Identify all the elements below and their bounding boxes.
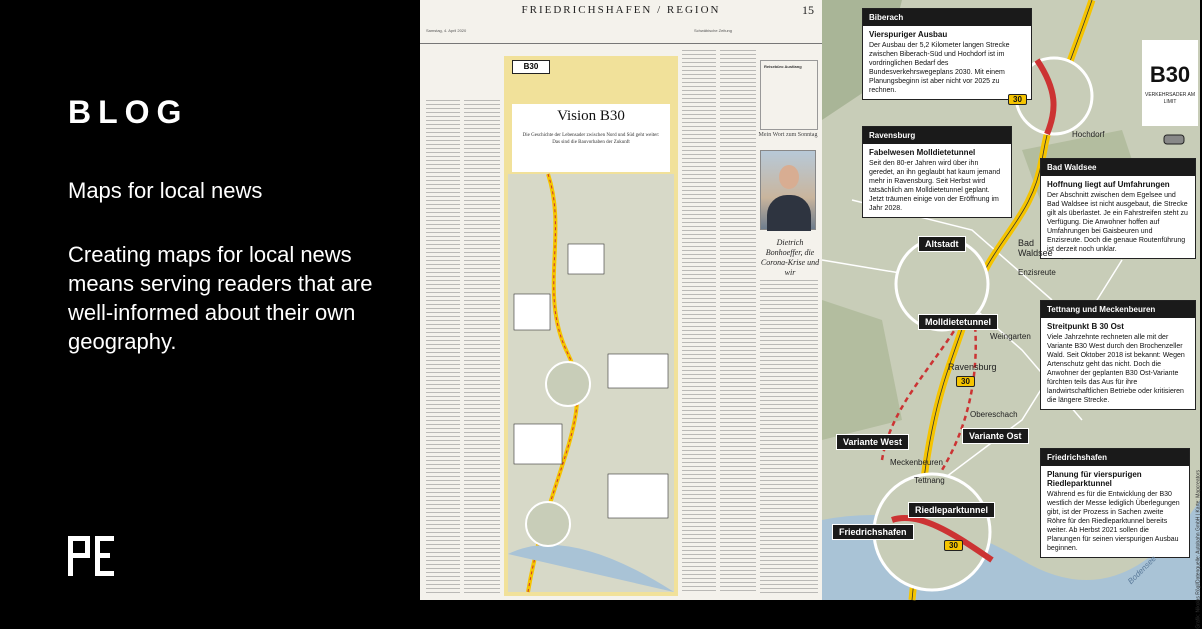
advertisement-box — [760, 60, 818, 130]
town-hochdorf: Hochdorf — [1072, 130, 1105, 139]
portrait-body — [767, 195, 811, 231]
ad-title: Reisebüro Austlang — [764, 64, 802, 69]
b30-logo — [1142, 40, 1198, 126]
blog-description: Creating maps for local news means serving readers that are well-informed about their own geography. — [68, 242, 373, 354]
b30-logo-title: B30 — [1149, 62, 1191, 87]
brand-logo-icon — [68, 536, 114, 576]
friedrichshafen-info-box — [1040, 448, 1190, 558]
biberach-info-box — [862, 8, 1032, 100]
article-title: Vision B30 — [557, 108, 625, 124]
biberach-heading: Biberach — [863, 9, 1031, 26]
friedrichshafen-text: Während es für die Entwicklung der B30 westlich der Messe lediglich Überlegungen gibt, ist der Prozess in Sachen zweite Röhre für den Riedleparktunnel bereits weiter. Ab Herbst 2021 sollen die Planungen für seinen vierspurigen Ausbau beginnen. — [1047, 491, 1180, 552]
article-subtitle: Die Geschichte der Lebensader zwischen Nord und Süd geht weiter: Das sind die Bauvorhaben der Zukunft — [522, 133, 660, 145]
text-column — [464, 100, 500, 594]
ravensburg-heading: Ravensburg — [863, 127, 1011, 144]
newspaper-publication: Schwäbische Zeitung — [693, 28, 732, 33]
b30-badge: B30 — [512, 60, 550, 74]
b30-logo-subtitle: VERKEHRSADER AM LIMIT — [1144, 92, 1195, 105]
newspaper-header — [420, 0, 822, 44]
bad-waldsee-text: Der Abschnitt zwischen dem Egelsee und Bad Waldsee ist nicht ausgebaut, die Strecke gilt als überlastet. Je ein Fahrstreifen steht zu Verfügung. Die Anwohner hoffen auf Umfahrungen bei Gaisbeuren und Enzisreute. Doch die genaue Routenführung ist derzeit noch unklar. — [1047, 192, 1188, 253]
town-bad-waldsee: Bad Waldsee — [1018, 238, 1053, 258]
place-riedleparktunnel: Riedleparktunnel — [908, 502, 995, 518]
place-friedrichshafen: Friedrichshafen — [832, 524, 914, 540]
town-tettnang: Tettnang — [914, 476, 945, 485]
town-weingarten: Weingarten — [990, 332, 1031, 341]
text-column — [760, 280, 818, 594]
newspaper-page-number: 15 — [802, 3, 814, 17]
bad-waldsee-title: Hoffnung liegt auf Umfahrungen — [1047, 180, 1170, 189]
town-enzisreute: Enzisreute — [1018, 268, 1056, 277]
blog-heading: BLOG — [68, 94, 189, 130]
place-altstadt: Altstadt — [918, 236, 966, 252]
blog-sidebar — [0, 0, 420, 600]
newspaper-date: Samstag, 4. April 2020 — [426, 28, 467, 33]
column-title: Mein Wort zum Sonntag — [758, 132, 818, 138]
town-meckenbeuren: Meckenbeuren — [890, 458, 943, 467]
road-number-b30: 30 — [1008, 94, 1027, 105]
town-obereschach: Obereschach — [970, 410, 1018, 419]
map-credit: Grafik: Nikolas Rögl/Datenquelle: Autobahn GmbH | Karte: Mapcreators — [1196, 470, 1202, 629]
bad-waldsee-info-box — [1040, 158, 1196, 259]
biberach-text: Der Ausbau der 5,2 Kilometer langen Strecke zwischen Biberach-Süd und Hochdorf ist im vordringlichen Bedarf des Bundesverkehrswegeplans 2030. Mit einem Planungsbeginn ist aber nicht vor 2025 zu rechnen. — [869, 42, 1010, 94]
ravensburg-text: Seit den 80-er Jahren wird über ihn geredet, an ihn geglaubt hat kaum jemand mehr in Ravensburg. Seit Herbst wird tatsächlich am Molldietetunnel geplant. Jetzt träumen einige von der Eröffnung im Jahr 2028. — [869, 160, 1001, 212]
ravensburg-info-box — [862, 126, 1012, 218]
column-quote: Dietrich Bonhoeffer, die Corona-Krise und wir — [760, 238, 820, 277]
road-number-b30: 30 — [956, 376, 975, 387]
place-variante-ost: Variante Ost — [962, 428, 1029, 444]
newspaper-page-image — [420, 0, 822, 600]
tettnang-title: Streitpunkt B 30 Ost — [1047, 322, 1124, 331]
place-molldietetunnel: Molldietetunnel — [918, 314, 998, 330]
friedrichshafen-heading: Friedrichshafen — [1041, 449, 1189, 466]
tettnang-heading: Tettnang und Meckenbeuren — [1041, 301, 1195, 318]
tettnang-info-box — [1040, 300, 1196, 410]
friedrichshafen-title: Planung für vierspurigen Riedleparktunnel — [1047, 470, 1142, 488]
b30-map-image — [822, 0, 1202, 629]
bad-waldsee-heading: Bad Waldsee — [1041, 159, 1195, 176]
place-variante-west: Variante West — [836, 434, 909, 450]
text-column — [720, 50, 756, 594]
text-column — [426, 100, 460, 594]
newspaper-mini-map — [508, 174, 674, 592]
author-portrait — [760, 150, 816, 230]
text-column — [682, 50, 716, 594]
portrait-head — [779, 165, 799, 189]
article-headline-box — [512, 104, 670, 172]
biberach-title: Vierspuriger Ausbau — [869, 30, 948, 39]
newspaper-section-title: FRIEDRICHSHAFEN / REGION — [521, 4, 721, 16]
road-number-b30: 30 — [944, 540, 963, 551]
blog-subtitle: Maps for local news — [68, 178, 263, 203]
ravensburg-title: Fabelwesen Molldietetunnel — [869, 148, 976, 157]
town-ravensburg: Ravensburg — [948, 362, 997, 372]
tettnang-text: Viele Jahrzehnte rechneten alle mit der Variante B30 West durch den Brochenzeller Wald. Seit Oktober 2018 ist bekannt: Wegen Artenschutz geht das nicht. Doch die Anwohner der geplanten B30 Ost-Variante fürchten teils das Aus für ihre landwirtschaftlichen Betriebe oder kritisieren die längere Strecke. — [1047, 334, 1185, 404]
